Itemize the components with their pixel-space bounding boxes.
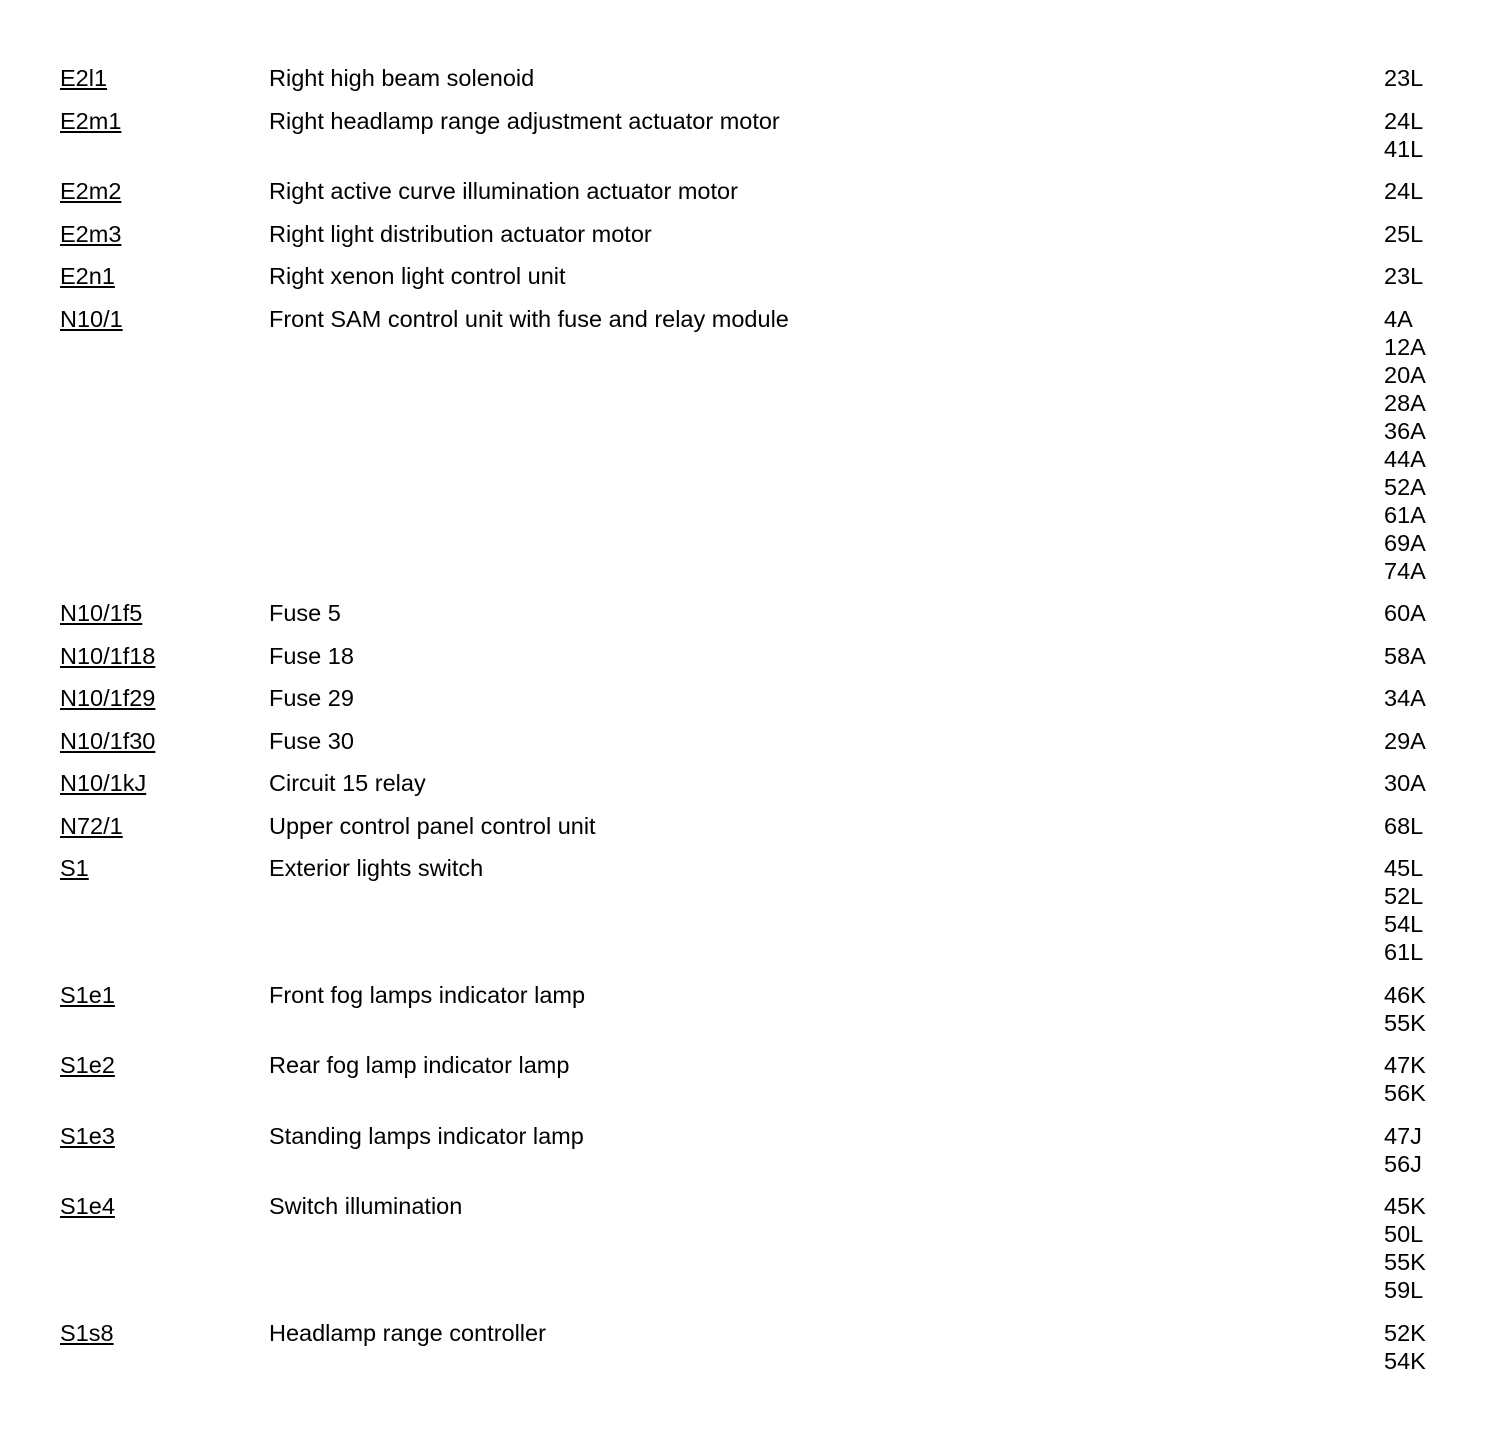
- grid-reference: 59L: [1384, 1277, 1424, 1303]
- grid-references: [1384, 64, 1450, 92]
- legend-row: [60, 727, 1450, 755]
- grid-reference: 34A: [1384, 685, 1426, 711]
- grid-references: [1384, 684, 1450, 712]
- component-code-link[interactable]: N10/1f18: [60, 642, 156, 669]
- grid-references: [1384, 1319, 1450, 1375]
- legend-row: [60, 1051, 1450, 1107]
- grid-reference: 24L: [1384, 178, 1424, 204]
- component-code-link[interactable]: S1: [60, 855, 89, 881]
- component-code-link[interactable]: S1e4: [60, 1193, 115, 1219]
- legend-row: [60, 305, 1450, 585]
- component-code-link[interactable]: N10/1f5: [60, 600, 143, 626]
- component-legend: [60, 64, 1450, 1389]
- component-description: Right active curve illumination actuator motor: [269, 178, 738, 204]
- component-code-link[interactable]: S1e1: [60, 981, 115, 1008]
- legend-row: [60, 64, 1450, 92]
- grid-reference: 12A: [1384, 333, 1426, 360]
- grid-references: [1384, 177, 1450, 205]
- grid-reference: 54L: [1384, 911, 1424, 937]
- grid-references: [1384, 220, 1450, 248]
- grid-reference: 29A: [1384, 727, 1426, 754]
- grid-references: [1384, 1051, 1450, 1107]
- grid-reference: 23L: [1384, 65, 1424, 91]
- legend-row: [60, 1122, 1450, 1178]
- component-description: Front SAM control unit with fuse and relay module: [269, 305, 789, 332]
- grid-reference: 25L: [1384, 220, 1424, 247]
- component-code-link[interactable]: N10/1kJ: [60, 770, 147, 796]
- grid-reference: 47K: [1384, 1052, 1426, 1078]
- grid-references: [1384, 1192, 1450, 1304]
- legend-row: [60, 1192, 1450, 1304]
- component-description: Right light distribution actuator motor: [269, 220, 652, 247]
- legend-row: [60, 642, 1450, 670]
- component-code-link[interactable]: S1e2: [60, 1052, 115, 1078]
- component-description: Fuse 18: [269, 642, 354, 669]
- component-description: Upper control panel control unit: [269, 812, 596, 839]
- grid-reference: 41L: [1384, 135, 1424, 162]
- legend-row: [60, 1319, 1450, 1375]
- component-description: Standing lamps indicator lamp: [269, 1122, 584, 1149]
- component-description: Headlamp range controller: [269, 1319, 546, 1346]
- grid-reference: 52L: [1384, 883, 1424, 909]
- component-description: Rear fog lamp indicator lamp: [269, 1052, 570, 1078]
- grid-reference: 55K: [1384, 1249, 1426, 1275]
- grid-reference: 47J: [1384, 1122, 1422, 1149]
- grid-references: [1384, 599, 1450, 627]
- grid-references: [1384, 812, 1450, 840]
- grid-references: [1384, 305, 1450, 585]
- grid-reference: 69A: [1384, 529, 1426, 556]
- grid-reference: 44A: [1384, 445, 1426, 472]
- component-code-link[interactable]: N10/1f30: [60, 727, 156, 754]
- component-description: Front fog lamps indicator lamp: [269, 981, 586, 1008]
- legend-row: [60, 769, 1450, 797]
- legend-row: [60, 220, 1450, 248]
- grid-reference: 56K: [1384, 1080, 1426, 1106]
- component-description: Right headlamp range adjustment actuator motor: [269, 107, 780, 134]
- component-code-link[interactable]: N72/1: [60, 812, 123, 839]
- grid-reference: 46K: [1384, 981, 1426, 1008]
- grid-reference: 52K: [1384, 1319, 1426, 1346]
- component-code-link[interactable]: N10/1f29: [60, 685, 156, 711]
- grid-references: [1384, 981, 1450, 1037]
- legend-row: [60, 981, 1450, 1037]
- grid-reference: 50L: [1384, 1221, 1424, 1247]
- grid-reference: 61L: [1384, 939, 1424, 965]
- legend-row: [60, 177, 1450, 205]
- grid-reference: 61A: [1384, 501, 1426, 528]
- grid-reference: 4A: [1384, 305, 1413, 332]
- grid-reference: 68L: [1384, 812, 1424, 839]
- grid-references: [1384, 854, 1450, 966]
- grid-reference: 36A: [1384, 417, 1426, 444]
- grid-reference: 20A: [1384, 361, 1426, 388]
- component-description: Circuit 15 relay: [269, 770, 426, 796]
- grid-references: [1384, 642, 1450, 670]
- component-code-link[interactable]: N10/1: [60, 305, 123, 332]
- component-description: Exterior lights switch: [269, 855, 484, 881]
- component-description: Switch illumination: [269, 1193, 463, 1219]
- legend-row: [60, 684, 1450, 712]
- component-description: Right high beam solenoid: [269, 65, 535, 91]
- component-code-link[interactable]: S1e3: [60, 1122, 115, 1149]
- grid-reference: 58A: [1384, 642, 1426, 669]
- grid-reference: 56J: [1384, 1150, 1422, 1177]
- component-code-link[interactable]: S1s8: [60, 1319, 114, 1346]
- component-description: Fuse 30: [269, 727, 354, 754]
- legend-row: [60, 262, 1450, 290]
- grid-reference: 60A: [1384, 600, 1426, 626]
- grid-reference: 45K: [1384, 1193, 1426, 1219]
- component-description: Fuse 29: [269, 685, 354, 711]
- grid-references: [1384, 262, 1450, 290]
- grid-reference: 28A: [1384, 389, 1426, 416]
- grid-reference: 54K: [1384, 1347, 1426, 1374]
- component-code-link[interactable]: E2m1: [60, 107, 122, 134]
- component-code-link[interactable]: E2l1: [60, 65, 108, 91]
- grid-references: [1384, 107, 1450, 163]
- grid-reference: 30A: [1384, 770, 1426, 796]
- grid-reference: 23L: [1384, 263, 1424, 289]
- legend-row: [60, 107, 1450, 163]
- component-code-link[interactable]: E2m3: [60, 220, 122, 247]
- component-description: Fuse 5: [269, 600, 341, 626]
- legend-row: [60, 599, 1450, 627]
- grid-reference: 52A: [1384, 473, 1426, 500]
- grid-reference: 55K: [1384, 1009, 1426, 1036]
- grid-reference: 74A: [1384, 557, 1426, 584]
- component-code-link[interactable]: E2m2: [60, 178, 122, 204]
- component-description: Right xenon light control unit: [269, 263, 566, 289]
- grid-reference: 45L: [1384, 855, 1424, 881]
- component-code-link[interactable]: E2n1: [60, 263, 115, 289]
- grid-references: [1384, 769, 1450, 797]
- grid-reference: 24L: [1384, 107, 1424, 134]
- grid-references: [1384, 727, 1450, 755]
- grid-references: [1384, 1122, 1450, 1178]
- legend-row: [60, 812, 1450, 840]
- legend-row: [60, 854, 1450, 966]
